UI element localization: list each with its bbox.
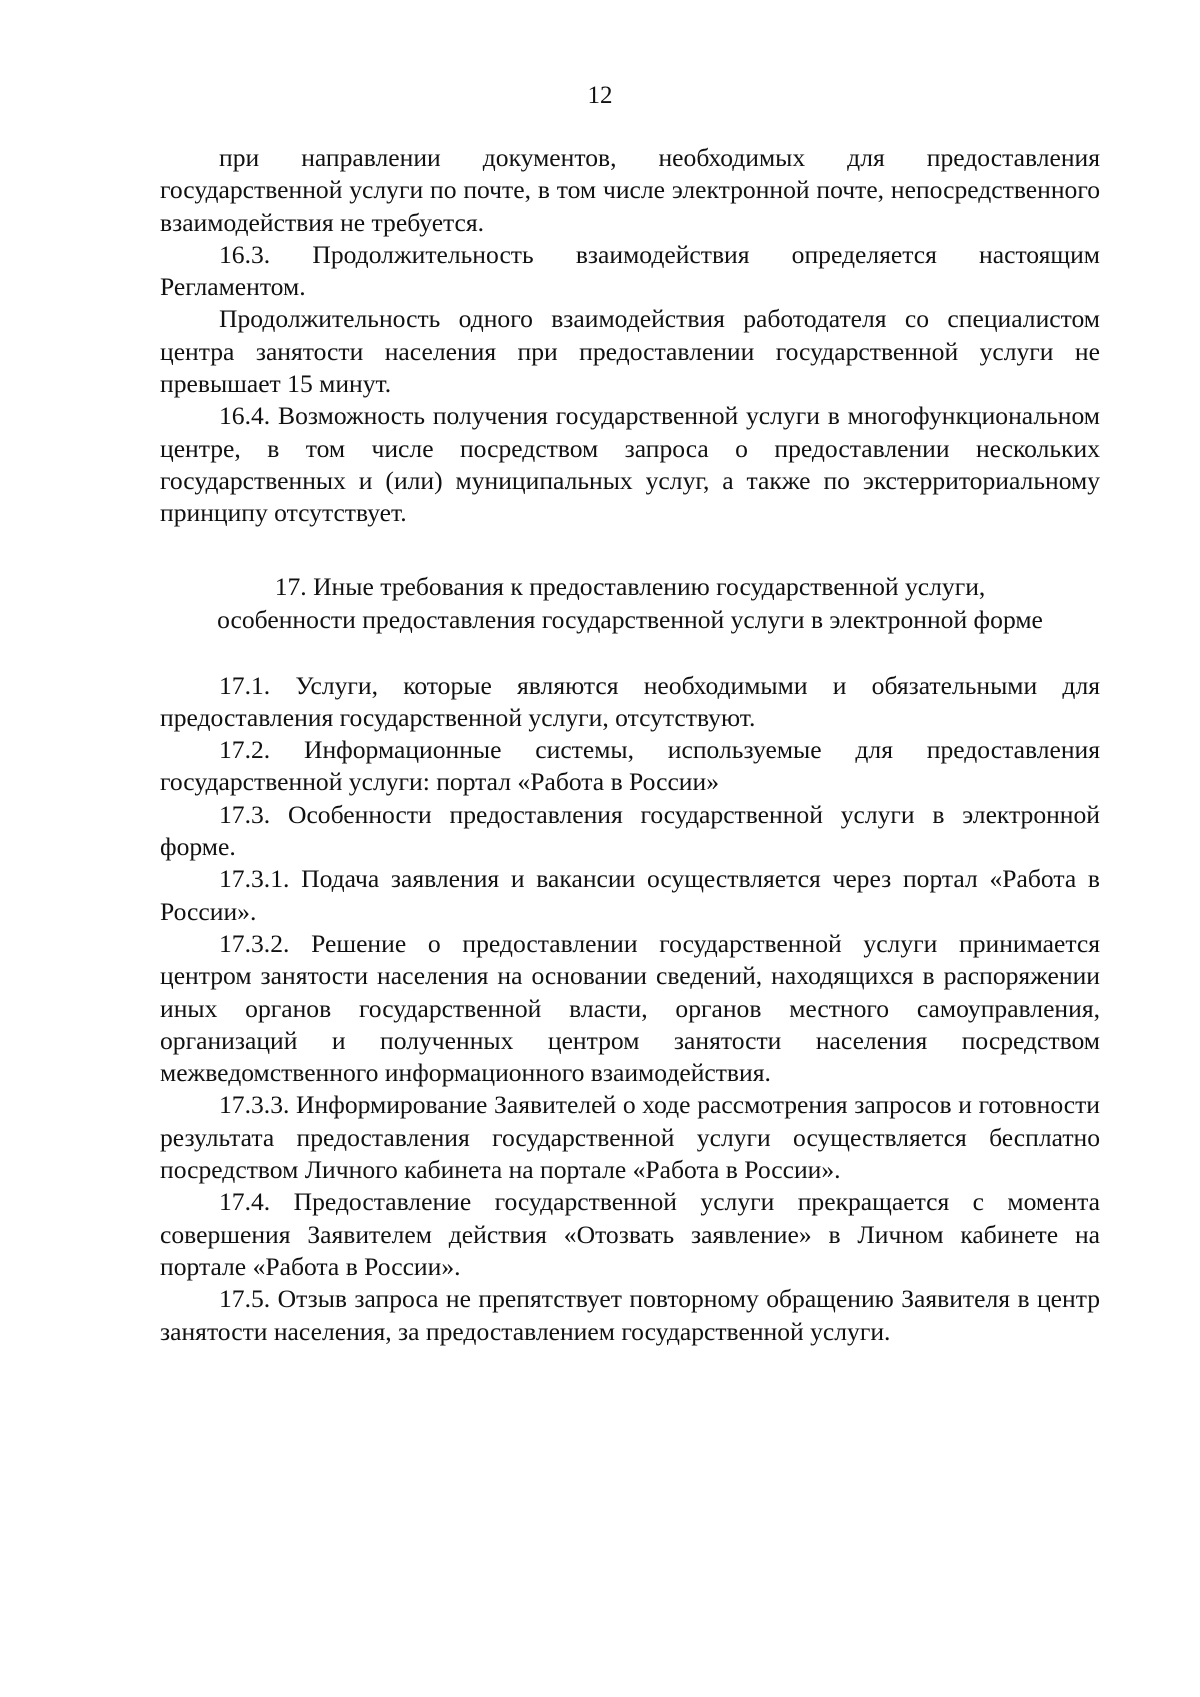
paragraph-17-3-2: 17.3.2. Решение о предоставлении государственной услуги принимается центром занятости населения на основании сведений, находящихся в распоряжении иных органов государственной власти, органов местного самоуправления, организаций и полученных центром занятости населения посредством межведомственного информационного взаимодействия. bbox=[160, 928, 1100, 1088]
paragraph-17-3-1: 17.3.1. Подача заявления и вакансии осуществляется через портал «Работа в России». bbox=[160, 864, 1100, 926]
document-body bbox=[160, 142, 1100, 1348]
paragraph-16-3: 16.3. Продолжительность взаимодействия определяется настоящим Регламентом. bbox=[160, 239, 1100, 302]
section-17-heading-line2: особенности предоставления государственной услуги в электронной форме bbox=[217, 604, 1043, 634]
paragraph-17-3: 17.3. Особенности предоставления государственной услуги в электронной форме. bbox=[160, 799, 1100, 862]
paragraph-continuation: при направлении документов, необходимых для предоставления государственной услуги по почте, в том числе электронной почте, непосредственного взаимодействия не требуется. bbox=[160, 143, 1100, 237]
section-17-heading bbox=[160, 570, 1100, 636]
paragraph-17-2: 17.2. Информационные системы, используемые для предоставления государственной услуги: портал «Работа в России» bbox=[160, 735, 1100, 797]
paragraph-duration: Продолжительность одного взаимодействия работодателя со специалистом центра занятости населения при предоставлении государственной услуги не превышает 15 минут. bbox=[160, 304, 1100, 399]
section-17-heading-line1: 17. Иные требования к предоставлению государственной услуги, bbox=[274, 571, 986, 601]
paragraph-16-4: 16.4. Возможность получения государственной услуги в многофункциональном центре, в том числе посредством запроса о предоставлении нескольких государственных и (или) муниципальных услуг, а также по экстерриториальному принципу отсутствует. bbox=[160, 401, 1100, 528]
page-number: 12 bbox=[587, 82, 613, 109]
paragraph-17-5: 17.5. Отзыв запроса не препятствует повторному обращению Заявителя в центр занятости населения, за предоставлением государственной услуги. bbox=[160, 1284, 1100, 1346]
paragraph-17-4: 17.4. Предоставление государственной услуги прекращается с момента совершения Заявителем действия «Отозвать заявление» в Личном кабинете на портале «Работа в России». bbox=[160, 1187, 1100, 1281]
paragraph-17-1: 17.1. Услуги, которые являются необходимыми и обязательными для предоставления государственной услуги, отсутствуют. bbox=[160, 670, 1100, 732]
paragraph-17-3-3: 17.3.3. Информирование Заявителей о ходе рассмотрения запросов и готовности результата предоставления государственной услуги осуществляется бесплатно посредством Личного кабинета на портале «Работа в России». bbox=[160, 1090, 1100, 1185]
